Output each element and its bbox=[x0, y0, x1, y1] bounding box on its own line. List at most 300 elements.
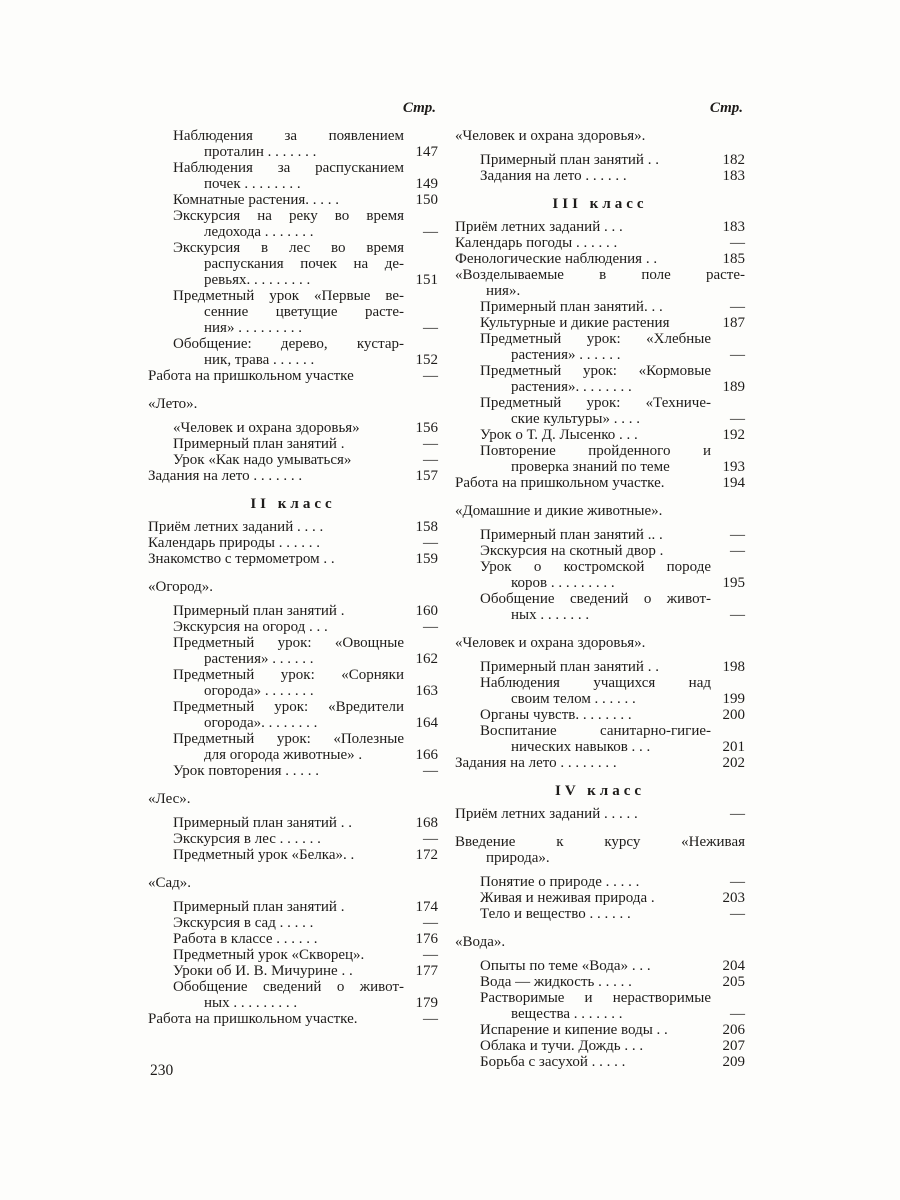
section-label-line: «Лес». bbox=[148, 791, 191, 807]
entry-page-number: 168 bbox=[415, 815, 438, 831]
entry-page-number: 179 bbox=[415, 995, 438, 1011]
entry-line: Облака и тучи. Дождь . . . bbox=[480, 1038, 644, 1054]
toc-entry bbox=[455, 427, 745, 443]
entry-lines bbox=[455, 543, 711, 559]
toc-entry bbox=[148, 160, 438, 192]
entry-line: Примерный план занятий . bbox=[173, 899, 345, 915]
entry-line: Экскурсия на реку во время bbox=[173, 208, 404, 224]
entry-line: растения» . . . . . . bbox=[204, 651, 314, 667]
entry-lines bbox=[148, 603, 404, 619]
entry-page-number: 159 bbox=[415, 551, 438, 567]
entry-lines bbox=[455, 591, 711, 623]
entry-line: проверка знаний по теме bbox=[511, 459, 670, 475]
toc-entry bbox=[148, 128, 438, 160]
toc-entry bbox=[148, 815, 438, 831]
entry-page-number: — bbox=[730, 411, 745, 427]
toc-entry bbox=[455, 723, 745, 755]
entry-page-number: — bbox=[423, 1011, 438, 1027]
entry-lines bbox=[148, 208, 404, 240]
entry-line: вещества . . . . . . . bbox=[511, 1006, 623, 1022]
entry-line: Опыты по теме «Вода» . . . bbox=[480, 958, 651, 974]
entry-page-number: 200 bbox=[722, 707, 745, 723]
entry-line: Наблюдения учащихся над bbox=[480, 675, 711, 691]
toc-entry bbox=[148, 368, 438, 384]
entry-line: Предметный урок: «Сорняки bbox=[173, 667, 404, 683]
entry-page-number: — bbox=[730, 906, 745, 922]
toc-entry bbox=[148, 1011, 438, 1027]
entry-lines bbox=[148, 288, 404, 336]
toc-entry bbox=[455, 874, 745, 890]
toc-entry bbox=[148, 667, 438, 699]
toc-entry bbox=[455, 299, 745, 315]
entry-lines bbox=[148, 468, 404, 484]
entry-lines bbox=[455, 1054, 711, 1070]
entry-page-number: 204 bbox=[722, 958, 745, 974]
entry-line: Задания на лето . . . . . . . bbox=[148, 468, 303, 484]
class-heading: II класс bbox=[250, 496, 336, 512]
entry-line: Экскурсия на скотный двор . bbox=[480, 543, 664, 559]
section-label bbox=[455, 128, 745, 144]
toc-entry bbox=[148, 535, 438, 551]
entry-line: Примерный план занятий .. . bbox=[480, 527, 663, 543]
toc-entry bbox=[455, 675, 745, 707]
entry-line: растения». . . . . . . . bbox=[511, 379, 632, 395]
entry-line: Примерный план занятий . . bbox=[480, 659, 659, 675]
column-header-page-label-left: Стр. bbox=[402, 100, 436, 116]
entry-line: Урок «Как надо умываться» bbox=[173, 452, 352, 468]
entry-page-number: 182 bbox=[722, 152, 745, 168]
entry-lines bbox=[148, 831, 404, 847]
entry-page-number: 157 bbox=[415, 468, 438, 484]
entry-page-number: 202 bbox=[722, 755, 745, 771]
entry-page-number: 194 bbox=[722, 475, 745, 491]
section-label bbox=[148, 579, 438, 595]
toc-entry bbox=[455, 1038, 745, 1054]
toc-entry bbox=[455, 168, 745, 184]
entry-page-number: — bbox=[423, 831, 438, 847]
entry-lines bbox=[455, 395, 711, 427]
entry-page-number: 199 bbox=[722, 691, 745, 707]
entry-lines bbox=[148, 420, 404, 436]
entry-page-number: — bbox=[730, 235, 745, 251]
toc-entry bbox=[148, 915, 438, 931]
toc-entry bbox=[148, 831, 438, 847]
toc-entry bbox=[455, 395, 745, 427]
entry-line: Обобщение сведений о живот- bbox=[480, 591, 711, 607]
entry-line: ных . . . . . . . . . bbox=[204, 995, 298, 1011]
entry-line: Примерный план занятий. . . bbox=[480, 299, 663, 315]
entry-page-number: 158 bbox=[415, 519, 438, 535]
toc-column-left-body bbox=[148, 128, 438, 1027]
page-number: 230 bbox=[150, 1062, 174, 1079]
entry-lines bbox=[148, 763, 404, 779]
toc-entry bbox=[148, 947, 438, 963]
entry-lines bbox=[148, 160, 404, 192]
entry-page-number: 160 bbox=[415, 603, 438, 619]
entry-lines bbox=[455, 443, 711, 475]
entry-line: Календарь погоды . . . . . . bbox=[455, 235, 618, 251]
entry-line: Урок повторения . . . . . bbox=[173, 763, 320, 779]
toc-entry bbox=[455, 443, 745, 475]
section-label-line: «Вода». bbox=[455, 934, 506, 950]
entry-lines bbox=[455, 755, 711, 771]
entry-lines bbox=[148, 815, 404, 831]
entry-page-number: 205 bbox=[722, 974, 745, 990]
entry-line: распускания почек на де- bbox=[204, 256, 404, 272]
entry-line: Календарь природы . . . . . . bbox=[148, 535, 320, 551]
toc-entry bbox=[455, 235, 745, 251]
toc-entry bbox=[455, 990, 745, 1022]
entry-page-number: 152 bbox=[415, 352, 438, 368]
entry-line: ревьях. . . . . . . . . bbox=[204, 272, 311, 288]
entry-line: для огорода животные» . bbox=[204, 747, 363, 763]
entry-page-number: 174 bbox=[415, 899, 438, 915]
entry-lines bbox=[148, 519, 404, 535]
section-label-line: Введение к курсу «Неживая bbox=[455, 834, 745, 850]
toc-column-right bbox=[455, 100, 745, 1070]
section-label bbox=[455, 934, 745, 950]
entry-line: Примерный план занятий . bbox=[173, 436, 345, 452]
toc-entry bbox=[148, 336, 438, 368]
entry-lines bbox=[148, 368, 404, 384]
entry-lines bbox=[148, 915, 404, 931]
entry-lines bbox=[455, 152, 711, 168]
toc-entry bbox=[455, 363, 745, 395]
entry-line: огорода». . . . . . . . bbox=[204, 715, 318, 731]
entry-lines bbox=[455, 427, 711, 443]
toc-entry bbox=[148, 240, 438, 288]
toc-column-left bbox=[148, 100, 438, 1070]
entry-line: Органы чувств. . . . . . . . bbox=[480, 707, 632, 723]
entry-page-number: 193 bbox=[722, 459, 745, 475]
entry-lines bbox=[148, 436, 404, 452]
entry-line: ных . . . . . . . bbox=[511, 607, 590, 623]
entry-line: Борьба с засухой . . . . . bbox=[480, 1054, 626, 1070]
class-heading: IV класс bbox=[554, 783, 646, 799]
toc-entry bbox=[455, 890, 745, 906]
toc-entry bbox=[455, 475, 745, 491]
entry-page-number: 166 bbox=[415, 747, 438, 763]
entry-lines bbox=[148, 551, 404, 567]
entry-line: Предметный урок: «Овощные bbox=[173, 635, 404, 651]
section-label-line: «Домашние и дикие животные». bbox=[455, 503, 663, 519]
toc-entry bbox=[455, 755, 745, 771]
entry-page-number: 209 bbox=[722, 1054, 745, 1070]
entry-line: Задания на лето . . . . . . bbox=[480, 168, 627, 184]
entry-lines bbox=[455, 974, 711, 990]
entry-lines bbox=[455, 315, 711, 331]
entry-line: ледохода . . . . . . . bbox=[204, 224, 314, 240]
entry-lines bbox=[455, 990, 711, 1022]
entry-lines bbox=[455, 958, 711, 974]
toc-entry bbox=[148, 468, 438, 484]
entry-line: своим телом . . . . . . bbox=[511, 691, 636, 707]
entry-line: проталин . . . . . . . bbox=[204, 144, 317, 160]
entry-page-number: — bbox=[423, 763, 438, 779]
entry-lines bbox=[148, 1011, 404, 1027]
entry-page-number: 176 bbox=[415, 931, 438, 947]
toc-entry bbox=[148, 452, 438, 468]
toc-entry bbox=[455, 219, 745, 235]
toc-entry bbox=[455, 543, 745, 559]
entry-page-number: 163 bbox=[415, 683, 438, 699]
entry-line: Приём летних заданий . . . . bbox=[148, 519, 324, 535]
entry-page-number: 185 bbox=[722, 251, 745, 267]
entry-page-number: 151 bbox=[415, 272, 438, 288]
toc-entry bbox=[148, 931, 438, 947]
toc-entry bbox=[455, 315, 745, 331]
entry-line: Наблюдения за появлением bbox=[173, 128, 404, 144]
toc-entry bbox=[148, 731, 438, 763]
toc-entry bbox=[455, 906, 745, 922]
section-label bbox=[455, 834, 745, 866]
entry-line: Приём летних заданий . . . . . bbox=[455, 806, 638, 822]
toc-columns bbox=[148, 100, 745, 1070]
toc-entry bbox=[455, 527, 745, 543]
entry-line: Примерный план занятий . bbox=[173, 603, 345, 619]
entry-page-number: — bbox=[730, 347, 745, 363]
entry-page-number: 195 bbox=[722, 575, 745, 591]
toc-entry bbox=[148, 603, 438, 619]
entry-page-number: 206 bbox=[722, 1022, 745, 1038]
entry-lines bbox=[148, 847, 404, 863]
entry-lines bbox=[455, 806, 711, 822]
toc-column-right-body bbox=[455, 128, 745, 1070]
entry-lines bbox=[148, 699, 404, 731]
entry-page-number: — bbox=[423, 915, 438, 931]
entry-line: Урок о Т. Д. Лысенко . . . bbox=[480, 427, 638, 443]
toc-entry bbox=[148, 436, 438, 452]
entry-lines bbox=[455, 251, 711, 267]
entry-lines bbox=[455, 363, 711, 395]
entry-lines bbox=[455, 906, 711, 922]
entry-lines bbox=[455, 475, 711, 491]
entry-lines bbox=[148, 240, 404, 288]
entry-page-number: 183 bbox=[722, 168, 745, 184]
entry-line: Экскурсия в лес во время bbox=[173, 240, 404, 256]
entry-line: Обобщение: дерево, кустар- bbox=[173, 336, 404, 352]
section-label-line: «Лето». bbox=[148, 396, 198, 412]
entry-page-number: — bbox=[423, 452, 438, 468]
entry-page-number: 192 bbox=[722, 427, 745, 443]
entry-lines bbox=[148, 947, 404, 963]
entry-page-number: — bbox=[730, 1006, 745, 1022]
entry-line: ния». bbox=[486, 283, 521, 299]
entry-page-number: — bbox=[423, 535, 438, 551]
section-label bbox=[455, 503, 745, 519]
toc-entry bbox=[455, 974, 745, 990]
entry-page-number: 150 bbox=[415, 192, 438, 208]
toc-entry bbox=[455, 152, 745, 168]
entry-line: Задания на лето . . . . . . . . bbox=[455, 755, 617, 771]
entry-line: Уроки об И. В. Мичурине . . bbox=[173, 963, 353, 979]
entry-line: Работа в классе . . . . . . bbox=[173, 931, 318, 947]
entry-line: растения» . . . . . . bbox=[511, 347, 621, 363]
entry-lines bbox=[455, 1022, 711, 1038]
entry-page-number: 187 bbox=[722, 315, 745, 331]
toc-entry bbox=[455, 659, 745, 675]
entry-page-number: 162 bbox=[415, 651, 438, 667]
entry-page-number: 207 bbox=[722, 1038, 745, 1054]
entry-page-number: 172 bbox=[415, 847, 438, 863]
entry-line: Предметный урок «Первые ве- bbox=[173, 288, 404, 304]
entry-lines bbox=[148, 619, 404, 635]
entry-line: Живая и неживая природа . bbox=[480, 890, 655, 906]
entry-line: Понятие о природе . . . . . bbox=[480, 874, 640, 890]
entry-line: Предметный урок: «Хлебные bbox=[480, 331, 711, 347]
entry-lines bbox=[455, 559, 711, 591]
entry-lines bbox=[148, 535, 404, 551]
toc-entry bbox=[148, 635, 438, 667]
entry-line: Работа на пришкольном участке. bbox=[455, 475, 665, 491]
entry-page-number: 201 bbox=[722, 739, 745, 755]
entry-line: Работа на пришкольном участке. bbox=[148, 1011, 358, 1027]
class-heading: III класс bbox=[552, 196, 648, 212]
entry-line: Повторение пройденного и bbox=[480, 443, 711, 459]
entry-lines bbox=[455, 675, 711, 707]
entry-line: ские культуры» . . . . bbox=[511, 411, 640, 427]
entry-line: огорода» . . . . . . . bbox=[204, 683, 314, 699]
section-label bbox=[148, 875, 438, 891]
toc-entry bbox=[148, 763, 438, 779]
entry-lines bbox=[455, 890, 711, 906]
entry-line: нических навыков . . . bbox=[511, 739, 651, 755]
toc-entry bbox=[455, 1022, 745, 1038]
entry-page-number: 203 bbox=[722, 890, 745, 906]
entry-page-number: — bbox=[730, 607, 745, 623]
entry-line: Предметный урок «Скворец». bbox=[173, 947, 365, 963]
section-label-line: «Человек и охрана здоровья». bbox=[455, 128, 646, 144]
section-label bbox=[455, 635, 745, 651]
toc-entry bbox=[148, 979, 438, 1011]
entry-line: Вода — жидкость . . . . . bbox=[480, 974, 632, 990]
entry-line: сенние цветущие расте- bbox=[204, 304, 404, 320]
toc-entry bbox=[455, 1054, 745, 1070]
entry-line: Работа на пришкольном участке bbox=[148, 368, 354, 384]
entry-line: Предметный урок: «Кормовые bbox=[480, 363, 711, 379]
toc-entry bbox=[148, 288, 438, 336]
entry-page-number: — bbox=[423, 619, 438, 635]
entry-line: Наблюдения за распусканием bbox=[173, 160, 404, 176]
entry-lines bbox=[455, 527, 711, 543]
section-label bbox=[148, 791, 438, 807]
toc-entry bbox=[455, 331, 745, 363]
entry-lines bbox=[148, 452, 404, 468]
entry-page-number: — bbox=[423, 224, 438, 240]
entry-page-number: 149 bbox=[415, 176, 438, 192]
toc-entry bbox=[148, 192, 438, 208]
entry-lines bbox=[455, 874, 711, 890]
entry-line: Обобщение сведений о живот- bbox=[173, 979, 404, 995]
entry-line: «Возделываемые в поле расте- bbox=[455, 267, 745, 283]
column-header-page-label-right: Стр. bbox=[709, 100, 743, 116]
entry-page-number: — bbox=[423, 436, 438, 452]
entry-page-number: — bbox=[730, 874, 745, 890]
entry-line: Экскурсия в сад . . . . . bbox=[173, 915, 314, 931]
entry-line: коров . . . . . . . . . bbox=[511, 575, 615, 591]
entry-page-number: 156 bbox=[415, 420, 438, 436]
entry-line: Примерный план занятий . . bbox=[173, 815, 352, 831]
entry-line: Предметный урок: «Вредители bbox=[173, 699, 404, 715]
section-label-line: «Человек и охрана здоровья». bbox=[455, 635, 646, 651]
entry-line: «Человек и охрана здоровья» bbox=[173, 420, 360, 436]
entry-lines bbox=[148, 931, 404, 947]
toc-entry bbox=[455, 559, 745, 591]
entry-lines bbox=[455, 168, 711, 184]
entry-line: почек . . . . . . . . bbox=[204, 176, 301, 192]
entry-line: Урок о костромской породе bbox=[480, 559, 711, 575]
entry-page-number: — bbox=[730, 527, 745, 543]
toc-entry bbox=[148, 619, 438, 635]
entry-lines bbox=[148, 963, 404, 979]
entry-line: Предметный урок: «Техниче- bbox=[480, 395, 711, 411]
entry-line: Комнатные растения. . . . . bbox=[173, 192, 340, 208]
entry-line: Примерный план занятий . . bbox=[480, 152, 659, 168]
toc-entry bbox=[455, 251, 745, 267]
toc-entry bbox=[148, 699, 438, 731]
entry-page-number: — bbox=[423, 320, 438, 336]
section-label bbox=[148, 396, 438, 412]
toc-entry bbox=[455, 267, 745, 299]
entry-line: Тело и вещество . . . . . . bbox=[480, 906, 631, 922]
toc-entry bbox=[455, 707, 745, 723]
entry-lines bbox=[455, 267, 745, 299]
entry-lines bbox=[148, 192, 404, 208]
entry-lines bbox=[455, 235, 711, 251]
entry-line: Предметный урок «Белка». . bbox=[173, 847, 355, 863]
entry-lines bbox=[148, 667, 404, 699]
entry-lines bbox=[455, 659, 711, 675]
entry-line: Приём летних заданий . . . bbox=[455, 219, 623, 235]
entry-page-number: 183 bbox=[722, 219, 745, 235]
section-label-line: «Сад». bbox=[148, 875, 192, 891]
entry-page-number: — bbox=[730, 806, 745, 822]
entry-line: Экскурсия на огород . . . bbox=[173, 619, 328, 635]
entry-page-number: 189 bbox=[722, 379, 745, 395]
toc-entry bbox=[148, 899, 438, 915]
entry-line: Испарение и кипение воды . . bbox=[480, 1022, 668, 1038]
entry-page-number: — bbox=[423, 947, 438, 963]
entry-page-number: — bbox=[423, 368, 438, 384]
entry-lines bbox=[455, 723, 711, 755]
toc-entry bbox=[148, 208, 438, 240]
entry-lines bbox=[148, 731, 404, 763]
toc-entry bbox=[148, 420, 438, 436]
entry-page-number: 177 bbox=[415, 963, 438, 979]
entry-page-number: 147 bbox=[415, 144, 438, 160]
entry-line: ния» . . . . . . . . . bbox=[204, 320, 302, 336]
toc-entry bbox=[455, 591, 745, 623]
entry-lines bbox=[455, 1038, 711, 1054]
entry-lines bbox=[148, 979, 404, 1011]
toc-entry bbox=[148, 963, 438, 979]
entry-lines bbox=[148, 128, 404, 160]
entry-line: Культурные и дикие растения bbox=[480, 315, 670, 331]
entry-lines bbox=[455, 219, 711, 235]
section-label-line: природа». bbox=[486, 850, 550, 866]
toc-entry bbox=[148, 519, 438, 535]
toc-entry bbox=[148, 551, 438, 567]
entry-lines bbox=[455, 331, 711, 363]
toc-entry bbox=[455, 958, 745, 974]
entry-page-number: 164 bbox=[415, 715, 438, 731]
entry-line: Знакомство с термометром . . bbox=[148, 551, 335, 567]
entry-page-number: — bbox=[730, 299, 745, 315]
entry-line: Растворимые и нерастворимые bbox=[480, 990, 711, 1006]
toc-entry bbox=[455, 806, 745, 822]
section-label-line: «Огород». bbox=[148, 579, 214, 595]
entry-lines bbox=[455, 299, 711, 315]
